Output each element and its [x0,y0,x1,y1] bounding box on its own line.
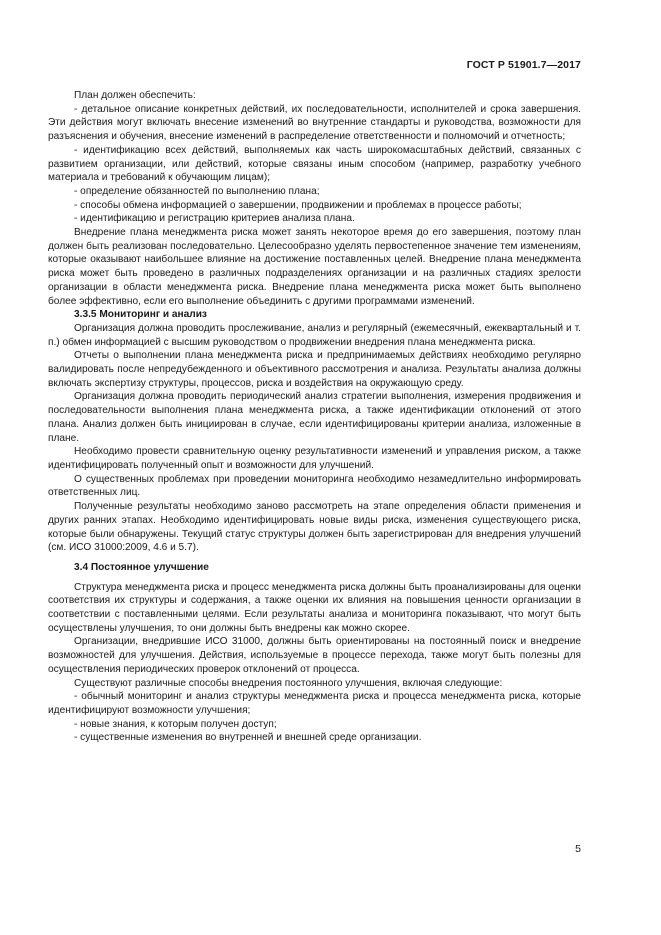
paragraph: Внедрение плана менеджмента риска может занять некоторое время до его завершения, поэтому план должен быть реализован последовательно. Целесообразно уделять первостепенное значение тем изменениям, которые оказывают наибольшее влияние на достижение поставленных целей. Внедрение плана менеджмента риска может быть проведено в различных подразделениях организации и на различных стадиях зрелости организации в области менеджмента риска. Внедрение плана менеджмента риска может быть выполнено более эффективно, если его выполнение объединить с другими программами изменений. [48,227,581,307]
paragraph: Организации, внедрившие ИСО 31000, должны быть ориентированы на постоянный поиск и внедрение возможностей для улучшения. Действия, используемые в процессе перехода, также могут быть полезны для осуществления периодических проверок отклонений от процесса. [48,636,581,675]
document-body [48,89,581,745]
paragraph: Структура менеджмента риска и процесс менеджмента риска должны быть проанализированы для оценки соответствия их структуры и содержания, а также оценки их влияния на повышения ценности организации в соответствии с поставленными целями. Если результаты анализа и мониторинга показывают, что могут быть осуществлены улучшения, то они должны быть внедрены как можно скорее. [48,581,581,634]
plan-intro: План должен обеспечить: [74,90,196,101]
section-heading-3-3-5: 3.3.5 Мониторинг и анализ [74,309,207,321]
paragraph: Существуют различные способы внедрения постоянного улучшения, включая следующие: [74,677,503,689]
list-item: - новые знания, к которым получен доступ; [74,718,277,730]
paragraph: О существенных проблемах при проведении мониторинга необходимо незамедлительно информировать ответственных лиц. [48,473,581,499]
paragraph: Полученные результаты необходимо заново рассмотреть на этапе определения области применения и других ранних этапах. Необходимо идентифицировать новые виды риска, изменения существующего риска, которые были обнаружены. Текущий статус структуры должен быть зарегистрирован для внедрения улучшений (см. ИСО 31000:2009, 4.6 и 5.7). [48,501,581,554]
paragraph: Организация должна проводить прослеживание, анализ и регулярный (ежемесячный, ежеквартальный и т. п.) обмен информацией с высшим руководством о продвижении внедрения плана менеджмента риска. [48,322,581,348]
list-item: - существенные изменения во внутренней и внешней среде организации. [74,732,422,744]
list-item: - обычный мониторинг и анализ структуры менеджмента риска и процесса менеджмента риска, которые идентифицируют возможности улучшения; [48,691,581,716]
paragraph: Организация должна проводить периодический анализ стратегии выполнения, измерения продвижения и последовательности выполнения плана менеджмента риска, а также идентификации отклонений от этого плана. Анализ должен быть инициирован в случае, если идентифицированы критерии анализа, изложенные в плане. [48,391,581,444]
section-heading-3-4: 3.4 Постоянное улучшение [74,561,209,573]
page-number: 5 [575,843,581,855]
list-item: - детальное описание конкретных действий, их последовательности, исполнителей и срока завершения. Эти действия могут включать внесение изменений во внутренние стандарты и руководства, возможности для разъяснения и обучения, внесение изменений в распределение ответственности и полномочий и отчетность; [48,103,581,143]
document-code: ГОСТ Р 51901.7—2017 [466,59,581,71]
list-item: - идентификацию и регистрацию критериев анализа плана. [74,213,355,225]
paragraph: Необходимо провести сравнительную оценку результативности изменений и управления риском, а также идентифицировать полученный опыт и возможности для улучшений. [48,446,581,471]
list-item: - определение обязанностей по выполнению плана; [74,185,320,197]
list-item: - способы обмена информацией о завершении, продвижении и проблемах в процессе работы; [74,199,522,211]
list-item: - идентификацию всех действий, выполняемых как часть широкомасштабных действий, связанных с развитием организации, или действий, которые связаны иным способом (например, разработку учебного материала и требований к обучающим лицам); [48,144,581,184]
paragraph: Отчеты о выполнении плана менеджмента риска и предпринимаемых действиях необходимо регулярно валидировать после непредубежденного и объективного рассмотрения и анализа. Результаты анализа должны включать экспертизу структуры, процессов, риска и воздействия на окружающую среду. [48,350,581,389]
